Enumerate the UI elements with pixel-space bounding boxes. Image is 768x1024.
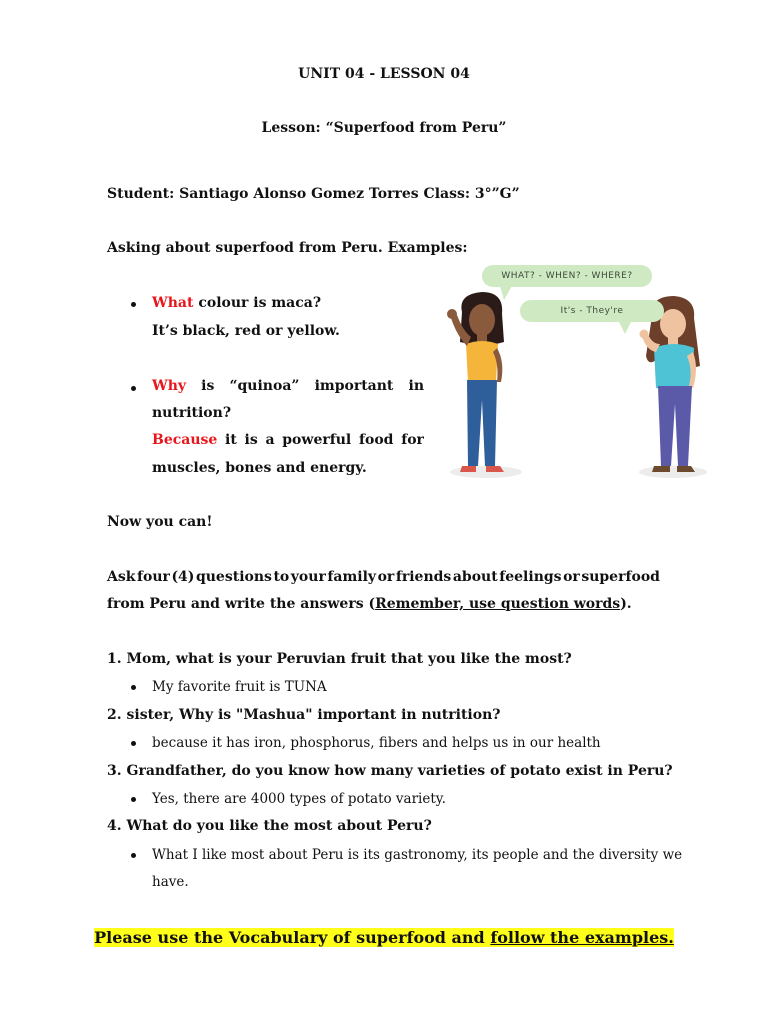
- word: friends: [395, 569, 452, 585]
- lesson-title: Lesson: “Superfood from Peru”: [261, 120, 507, 136]
- speech-bubble-answers: It's - They're: [520, 300, 664, 322]
- word: or: [563, 569, 580, 585]
- bullet: [131, 853, 136, 858]
- student-info: Student: Santiago Alonso Gomez Torres Class: 3°”G”: [107, 186, 520, 202]
- answer-4: What I like most about Peru is its gastronomy, its people and the diversity we: [152, 847, 683, 863]
- word: is: [244, 432, 258, 448]
- answer-4-cont: have.: [152, 874, 189, 890]
- instructions-text-end: ).: [620, 596, 632, 612]
- footer-text: Please use the Vocabulary of superfood and: [94, 928, 491, 947]
- question-4: 4. What do you like the most about Peru?: [107, 818, 432, 834]
- word: is: [201, 378, 215, 394]
- girls-talking-figure: [440, 262, 720, 487]
- footer-highlight: [94, 928, 674, 947]
- word: Ask: [107, 569, 136, 585]
- word: important: [314, 378, 394, 394]
- example-answer: [152, 432, 424, 448]
- answer-3: Yes, there are 4000 types of potato variety.: [152, 791, 446, 807]
- question-word: What: [152, 295, 194, 311]
- word: a: [265, 432, 275, 448]
- word: about: [452, 569, 498, 585]
- bullet: [131, 685, 136, 690]
- word: “quinoa”: [229, 378, 300, 394]
- word: it: [225, 432, 237, 448]
- speech-bubble-questions: WHAT? - WHEN? - WHERE?: [482, 265, 652, 287]
- unit-title: UNIT 04 - LESSON 04: [298, 66, 470, 82]
- word: four: [136, 569, 170, 585]
- word: in: [408, 378, 424, 394]
- question-rest: colour is maca?: [193, 295, 322, 311]
- example-question-cont: nutrition?: [152, 405, 232, 421]
- word: food: [358, 432, 394, 448]
- example-question: [152, 295, 321, 311]
- conversation-illustration: [440, 262, 720, 487]
- question-2: 2. sister, Why is "Mashua" important in nutrition?: [107, 707, 501, 723]
- intro-text: Asking about superfood from Peru. Examples:: [107, 240, 468, 256]
- instructions-line2: [107, 596, 632, 612]
- instructions-line1: [107, 569, 660, 585]
- question-3: 3. Grandfather, do you know how many varieties of potato exist in Peru?: [107, 763, 673, 779]
- instructions-underlined: Remember, use question words: [375, 596, 621, 612]
- now-you-can: Now you can!: [107, 514, 213, 530]
- bullet: [131, 741, 136, 746]
- word: superfood: [581, 569, 660, 585]
- example-answer: It’s black, red or yellow.: [152, 323, 340, 339]
- example-question: [152, 378, 424, 394]
- answer-1: My favorite fruit is TUNA: [152, 679, 327, 695]
- footer-note: [0, 928, 768, 947]
- instructions-text: from Peru and write the answers (: [107, 596, 376, 612]
- footer-underlined: follow the examples.: [490, 928, 674, 947]
- example-answer-cont: muscles, bones and energy.: [152, 460, 367, 476]
- word: (4): [171, 569, 195, 585]
- bullet: [131, 302, 136, 307]
- word: powerful: [282, 432, 352, 448]
- bullet: [131, 386, 136, 391]
- bullet: [131, 797, 136, 802]
- word: to: [273, 569, 290, 585]
- word: your: [290, 569, 326, 585]
- word: or: [377, 569, 395, 585]
- word: family: [327, 569, 377, 585]
- question-1: 1. Mom, what is your Peruvian fruit that you like the most?: [107, 651, 572, 667]
- word: feelings: [499, 569, 562, 585]
- word: questions: [195, 569, 272, 585]
- answer-2: because it has iron, phosphorus, fibers and helps us in our health: [152, 735, 601, 751]
- question-word: Why: [152, 378, 187, 394]
- word: for: [401, 432, 424, 448]
- answer-word: Because: [152, 432, 218, 448]
